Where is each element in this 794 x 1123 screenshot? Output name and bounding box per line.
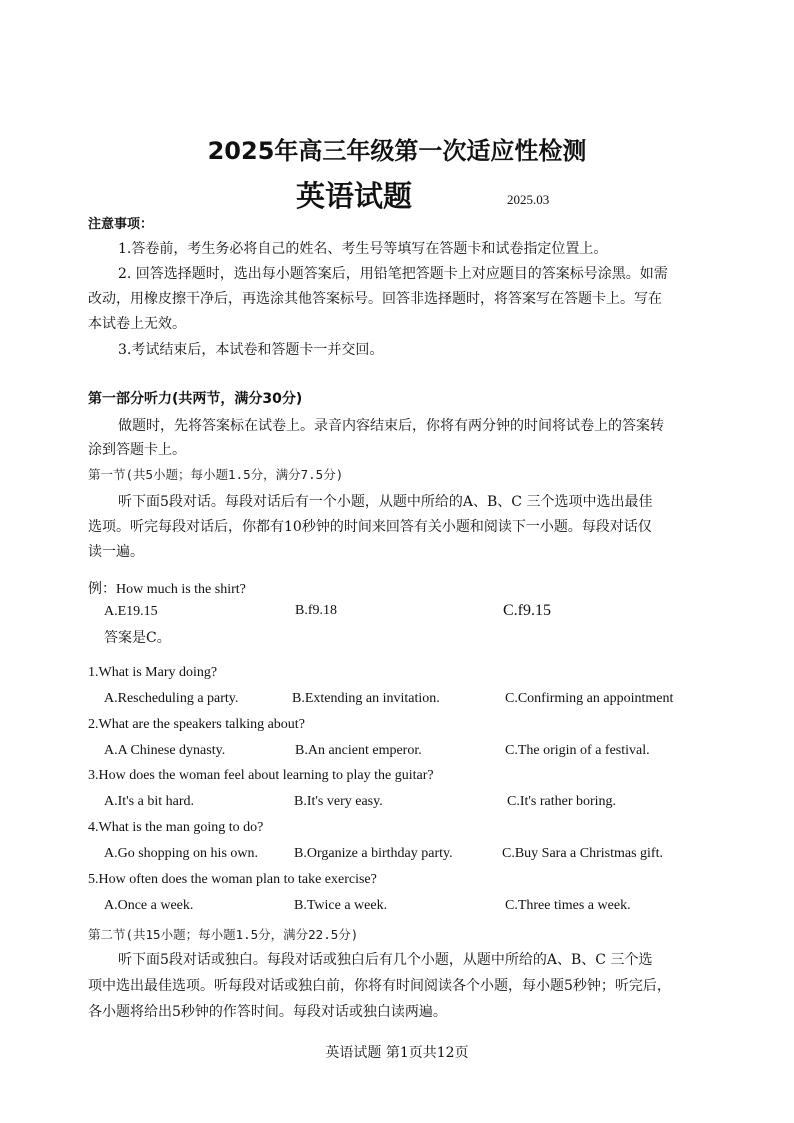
question-1: 1.What is Mary doing?	[88, 665, 218, 680]
section2-heading: 第二节(共15小题；每小题1.5分，满分22.5分)	[88, 927, 359, 942]
section2-instr-line-3: 各小题将给出5秒钟的作答时间。每段对话或独白读两遍。	[88, 1004, 447, 1020]
example-option-a: A.E19.15	[104, 604, 158, 619]
section2-instr-line-2: 项中选出最佳选项。听每段对话或独白前，你将有时间阅读各个小题，每小题5秒钟；听完后，	[88, 978, 671, 994]
notice-heading: 注意事项：	[88, 217, 154, 232]
section1-instr-line-1: 听下面5段对话。每段对话后有一个小题，从题中所给的A、B、C 三个选项中选出最佳	[118, 494, 653, 510]
notice-item-1: 1.答卷前，考生务必将自己的姓名、考生号等填写在答题卡和试卷指定位置上。	[118, 241, 608, 257]
question-4-option-b: B.Organize a birthday party.	[294, 846, 453, 861]
example-option-c: C.f9.15	[503, 602, 551, 619]
question-5: 5.How often does the woman plan to take exercise?	[88, 872, 377, 887]
question-5-option-a: A.Once a week.	[104, 898, 194, 913]
notice-item-2-line-1: 2. 回答选择题时，选出每小题答案后，用铅笔把答题卡上对应题目的答案标号涂黑。如需	[118, 266, 668, 282]
question-3-option-b: B.It's very easy.	[294, 794, 383, 809]
question-1-option-a: A.Rescheduling a party.	[104, 691, 239, 706]
question-1-option-c: C.Confirming an appointment	[505, 691, 674, 706]
section1-instr-line-3: 读一遍。	[88, 544, 144, 560]
question-4-option-a: A.Go shopping on his own.	[104, 846, 259, 861]
question-3-option-c: C.It's rather boring.	[507, 794, 617, 809]
question-3-option-a: A.It's a bit hard.	[104, 794, 195, 809]
part1-heading: 第一部分听力(共两节，满分30分)	[88, 391, 303, 407]
part1-intro-line-2: 涂到答题卡上。	[88, 442, 186, 458]
question-5-option-c: C.Three times a week.	[505, 898, 631, 913]
notice-item-2-line-2: 改动，用橡皮擦干净后，再选涂其他答案标号。回答非选择题时，将答案写在答题卡上。写在	[88, 291, 662, 307]
section1-heading: 第一节(共5小题；每小题1.5分，满分7.5分)	[88, 467, 344, 482]
question-5-option-b: B.Twice a week.	[294, 898, 388, 913]
question-1-option-b: B.Extending an invitation.	[292, 691, 440, 706]
notice-item-2-line-3: 本试卷上无效。	[88, 316, 186, 332]
question-2-option-a: A.A Chinese dynasty.	[104, 743, 226, 758]
exam-subject: 英语试题	[296, 179, 413, 213]
question-2-option-b: B.An ancient emperor.	[295, 743, 422, 758]
question-2-option-c: C.The origin of a festival.	[505, 743, 650, 758]
question-3: 3.How does the woman feel about learning to play the guitar?	[88, 768, 434, 783]
example-question: 例：How much is the shirt?	[88, 582, 246, 597]
question-2: 2.What are the speakers talking about?	[88, 717, 305, 732]
notice-item-3: 3.考试结束后，本试卷和答题卡一并交回。	[118, 342, 384, 358]
exam-title: 2025年高三年级第一次适应性检测	[207, 137, 587, 165]
example-option-b: B.f9.18	[295, 603, 337, 618]
exam-date: 2025.03	[507, 192, 550, 207]
section2-instr-line-1: 听下面5段对话或独白。每段对话或独白后有几个小题，从题中所给的A、B、C 三个选	[118, 952, 653, 968]
part1-intro-line-1: 做题时，先将答案标在试卷上。录音内容结束后，你将有两分钟的时间将试卷上的答案转	[118, 418, 664, 434]
section1-instr-line-2: 选项。听完每段对话后，你都有10秒钟的时间来回答有关小题和阅读下一小题。每段对话仅	[88, 519, 652, 535]
question-4: 4.What is the man going to do?	[88, 820, 264, 835]
question-4-option-c: C.Buy Sara a Christmas gift.	[502, 846, 663, 861]
example-answer: 答案是C。	[104, 630, 171, 646]
page-footer: 英语试题 第1页共12页	[325, 1045, 469, 1061]
